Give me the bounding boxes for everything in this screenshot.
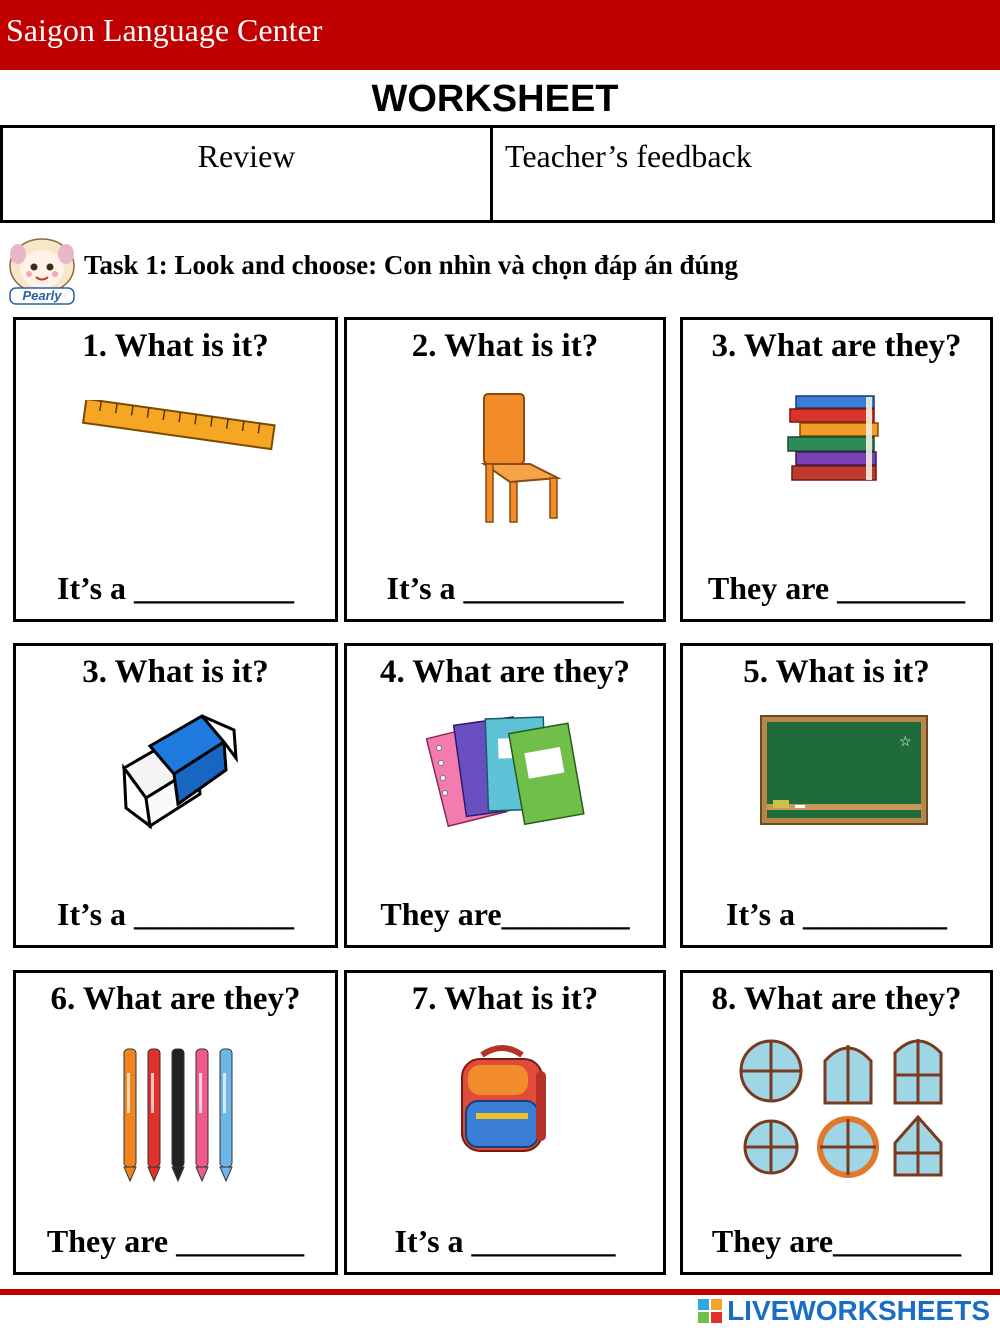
answer-text: They are________ [711,1223,962,1259]
page-title: WORKSHEET [371,78,619,120]
answer-text: It’s a _________ [394,1223,616,1259]
question-card [344,643,666,948]
question-card [344,970,666,1275]
question-text: 6. What are they? [50,981,301,1017]
review-cell [3,128,493,220]
answer-text: It’s a __________ [56,896,295,932]
svg-text:☆: ☆ [899,733,912,749]
board-icon [759,714,929,826]
feedback-label: Teacher’s feedback [505,138,752,174]
task-header [0,236,1000,306]
question-text: 3. What are they? [711,328,962,364]
notebooks-icon [425,708,585,833]
windows-icon [733,1031,953,1181]
answer-text: It’s a __________ [386,570,624,606]
center-name: Saigon Language Center [6,12,323,48]
answer-text: It’s a __________ [56,570,295,606]
liveworksheets-logo[interactable] [697,1294,990,1328]
question-text: 2. What is it? [411,328,599,364]
question-card [13,970,338,1275]
answer-text: It’s a _________ [725,896,948,932]
question-card [680,643,993,948]
question-text: 7. What is it? [411,981,599,1017]
eraser-icon [116,708,241,833]
question-text: 5. What is it? [743,654,930,690]
question-text: 4. What are they? [380,654,630,690]
question-card [344,317,666,622]
answer-text: They are ________ [46,1223,305,1259]
question-card [680,970,993,1275]
pens-icon [114,1043,244,1185]
answer-text: They are ________ [707,570,966,606]
liveworksheets-brand: LIVEWORKSHEETS [727,1295,990,1326]
question-text: 3. What is it? [82,654,269,690]
header-bar [0,0,1000,70]
answer-text: They are________ [380,896,630,932]
schoolbag-icon [452,1041,552,1161]
question-card [13,643,338,948]
question-card [13,317,338,622]
liveworksheets-mark-icon [697,1298,723,1324]
task-instruction: Task 1: Look and choose: Con nhìn và chọn đáp án đúng [84,250,739,280]
question-text: 1. What is it? [82,328,269,364]
ruler-icon [78,400,278,460]
review-label: Review [197,138,296,174]
review-table [0,125,995,223]
question-text: 8. What are they? [711,981,962,1017]
mascot-label: Pearly [22,288,62,303]
chair-icon [472,390,562,525]
books-icon [786,392,886,492]
feedback-cell [493,128,992,220]
question-card [680,317,993,622]
pearly-mascot-icon [4,236,80,306]
